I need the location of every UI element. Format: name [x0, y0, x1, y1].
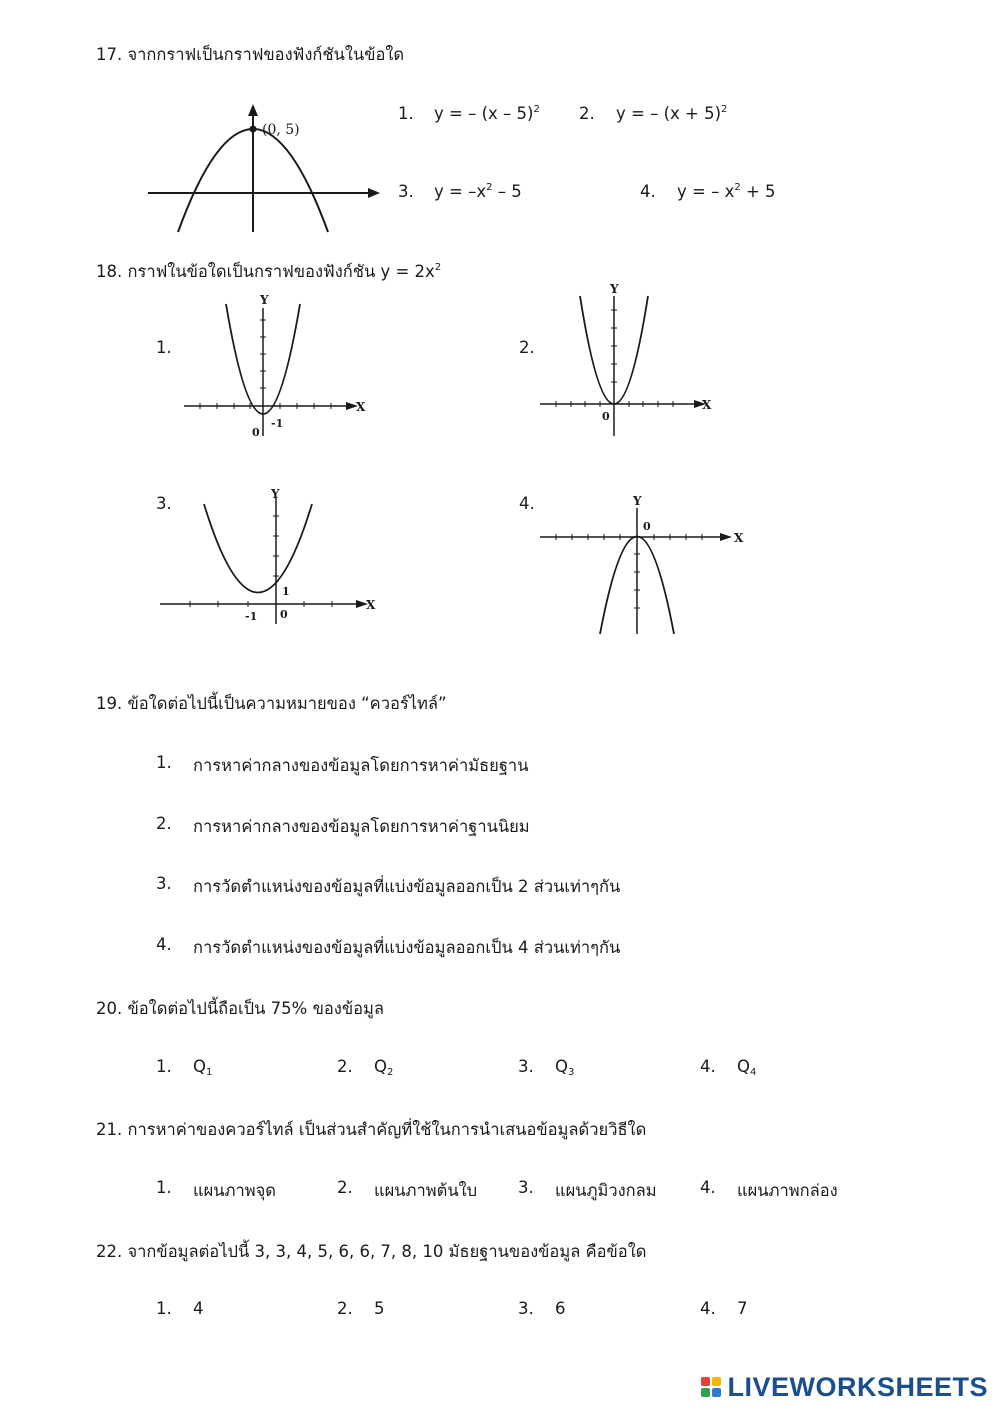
q22-option-3-num: 3. [518, 1299, 534, 1318]
question-22-title: 22. จากข้อมูลต่อไปนี้ 3, 3, 4, 5, 6, 6, 7, 8, 10 มัธยฐานของข้อมูล คือข้อใด [96, 1242, 647, 1261]
q18-option-4-graph[interactable] [538, 492, 758, 634]
y-axis-label: Y [633, 494, 642, 508]
q18-option-1-graph[interactable] [180, 293, 370, 442]
q19-option-2[interactable]: การหาค่ากลางของข้อมูลโดยการหาค่าฐานนิยม [193, 817, 530, 836]
liveworksheets-logo[interactable] [701, 1370, 988, 1404]
q21-option-2[interactable]: แผนภาพต้นใบ [374, 1181, 478, 1200]
q20-option-1[interactable]: $Q_1$ [193, 1057, 213, 1078]
y-axis-arrow [248, 104, 258, 116]
q18-option-3-num[interactable]: 3. [156, 494, 172, 513]
tick-label-one: 1 [282, 585, 290, 598]
q18-option-4-num[interactable]: 4. [519, 494, 535, 513]
q20-option-4[interactable]: $Q_4$ [737, 1057, 757, 1078]
q22-option-1[interactable]: 4 [193, 1299, 204, 1318]
q21-option-4[interactable]: แผนภาพกล่อง [737, 1181, 838, 1200]
q19-option-4[interactable]: การวัดตำแหน่งของข้อมูลที่แบ่งข้อมูลออกเป็น 4 ส่วนเท่าๆกัน [193, 938, 621, 957]
logo-text: LIVEWORKSHEETS [727, 1371, 988, 1402]
q17-option-3[interactable]: $y = -x^2 - 5$ [434, 182, 522, 201]
tick-label: -1 [271, 417, 284, 430]
q20-option-2[interactable]: $Q_2$ [374, 1057, 394, 1078]
question-21-title: 21. การหาค่าของควอร์ไทล์ เป็นส่วนสำคัญที่ใช้ในการนำเสนอข้อมูลด้วยวิธีใด [96, 1120, 647, 1139]
q18-option-1-num[interactable]: 1. [156, 338, 172, 357]
vertex-label: (0, 5) [262, 122, 300, 138]
q20-option-1-num: 1. [156, 1057, 172, 1076]
question-20-title: 20. ข้อใดต่อไปนี้ถือเป็น 75% ของข้อมูล [96, 999, 385, 1018]
q21-option-4-num: 4. [700, 1178, 716, 1197]
q20-option-2-num: 2. [337, 1057, 353, 1076]
origin-label: 0 [602, 410, 610, 423]
origin-label: 0 [252, 426, 260, 439]
x-axis-label: X [366, 598, 376, 612]
y-axis-label: Y [260, 293, 269, 307]
q22-option-4[interactable]: 7 [737, 1299, 748, 1318]
q19-option-3-num: 3. [156, 874, 172, 893]
q17-option-4-num: 4. [640, 182, 656, 201]
q21-option-3-num: 3. [518, 1178, 534, 1197]
tick-label-neg-one: -1 [245, 610, 258, 623]
x-axis-label: X [734, 531, 744, 545]
x-axis-arrow [720, 533, 732, 541]
origin-label: 0 [643, 520, 651, 533]
x-axis-arrow [368, 188, 380, 198]
origin-label: 0 [280, 608, 288, 621]
y-axis-label: Y [610, 282, 619, 296]
question-17-title: 17. จากกราฟเป็นกราฟของฟังก์ชันในข้อใด [96, 45, 405, 64]
q21-option-1-num: 1. [156, 1178, 172, 1197]
q17-option-2[interactable]: y = – $(x + 5)^2$ [616, 104, 728, 123]
q19-option-4-num: 4. [156, 935, 172, 954]
q17-option-2-num: 2. [579, 104, 595, 123]
q18-option-3-graph[interactable] [158, 486, 388, 626]
q19-option-3[interactable]: การวัดตำแหน่งของข้อมูลที่แบ่งข้อมูลออกเป็น 2 ส่วนเท่าๆกัน [193, 877, 621, 896]
q17-option-3-num: 3. [398, 182, 414, 201]
liveworksheets-logo-icon [701, 1377, 721, 1397]
q22-option-4-num: 4. [700, 1299, 716, 1318]
q22-option-2[interactable]: 5 [374, 1299, 385, 1318]
q19-option-2-num: 2. [156, 814, 172, 833]
q22-option-1-num: 1. [156, 1299, 172, 1318]
q22-option-2-num: 2. [337, 1299, 353, 1318]
q17-graph [148, 102, 388, 234]
q21-option-2-num: 2. [337, 1178, 353, 1197]
y-axis-label: Y [271, 487, 280, 501]
q18-option-2-graph[interactable] [538, 280, 718, 440]
q20-option-4-num: 4. [700, 1057, 716, 1076]
q19-option-1[interactable]: การหาค่ากลางของข้อมูลโดยการหาค่ามัธยฐาน [193, 756, 529, 775]
q18-option-2-num[interactable]: 2. [519, 338, 535, 357]
q20-option-3-num: 3. [518, 1057, 534, 1076]
q20-option-3[interactable]: $Q_3$ [555, 1057, 575, 1078]
q21-option-3[interactable]: แผนภูมิวงกลม [555, 1181, 657, 1200]
q17-option-1-num: 1. [398, 104, 414, 123]
q17-option-1[interactable]: y = – (x – 5)$^2$ [434, 104, 540, 123]
question-18-title: 18. กราฟในข้อใดเป็นกราฟของฟังก์ชัน $y = 2x^2$ [96, 262, 442, 281]
q22-option-3[interactable]: 6 [555, 1299, 566, 1318]
q21-option-1[interactable]: แผนภาพจุด [193, 1181, 276, 1200]
x-axis-label: X [356, 400, 366, 414]
x-axis-label: X [702, 398, 712, 412]
vertex-point [250, 126, 257, 133]
q19-option-1-num: 1. [156, 753, 172, 772]
parabola-curve [204, 504, 312, 593]
question-19-title: 19. ข้อใดต่อไปนี้เป็นความหมายของ “ควอร์ไทล์” [96, 694, 447, 713]
q17-option-4[interactable]: y = – $x^2 + 5$ [677, 182, 776, 201]
